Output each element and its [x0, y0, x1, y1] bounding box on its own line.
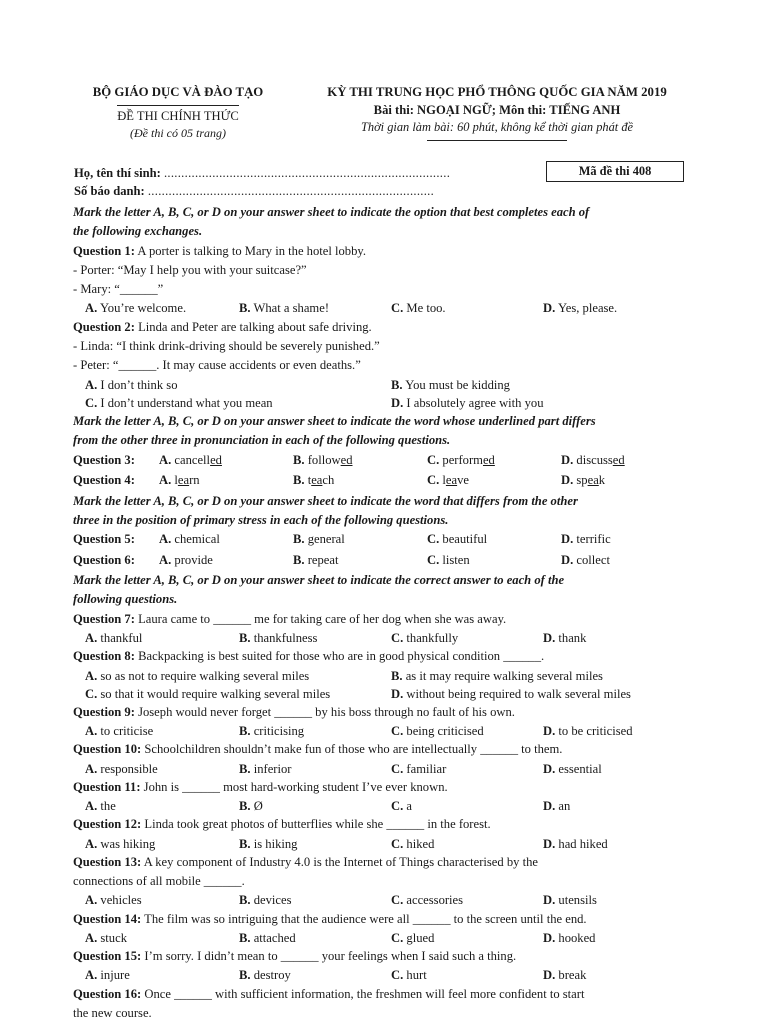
- option-c: C. hurt: [391, 968, 427, 983]
- question-10-options: [73, 763, 685, 781]
- exam-subject: Bài thi: NGOẠI NGỮ; Môn thi: TIẾNG ANH: [373, 102, 621, 117]
- option-b: B. thankfulness: [239, 631, 318, 646]
- option-c: C. leave: [427, 473, 469, 488]
- question-label: Question 8:: [73, 650, 135, 664]
- option-a: A. thankful: [85, 631, 143, 646]
- option-a: A. was hiking: [85, 836, 156, 851]
- option-b: B. destroy: [239, 968, 291, 983]
- question-1-options: [73, 302, 685, 320]
- question-5: [73, 533, 685, 554]
- question-16-line2: the new course.: [73, 1006, 152, 1020]
- question-label: Question 5:: [73, 532, 135, 547]
- option-d: D. terrific: [561, 532, 611, 547]
- option-d: D. I absolutely agree with you: [391, 395, 544, 410]
- instruction-correct-line1: Mark the letter A, B, C, or D on your answer sheet to indicate the correct answer to each of the: [73, 574, 565, 588]
- option-d: D. thank: [543, 631, 587, 646]
- option-b: B. as it may require walking several miles: [391, 668, 603, 683]
- question-9: [73, 706, 685, 725]
- option-c: C. I don’t understand what you mean: [85, 395, 273, 410]
- question-1-line2: - Porter: “May I help you with your suitcase?”: [73, 263, 307, 277]
- header-exam-block: [292, 86, 702, 141]
- question-15-options: [73, 969, 685, 987]
- questions-body: [73, 206, 685, 1026]
- question-16: [73, 988, 685, 1007]
- option-a: A. You’re welcome.: [85, 301, 187, 316]
- question-2-line2: - Linda: “I think drink-driving should be severely punished.”: [73, 339, 380, 353]
- option-c: C. Me too.: [391, 301, 446, 316]
- option-d: D. speak: [561, 473, 606, 488]
- question-stem: Linda took great photos of butterflies while she ______ in the forest.: [141, 818, 491, 832]
- option-c: C. thankfully: [391, 631, 459, 646]
- option-d: D. utensils: [543, 893, 597, 908]
- option-d: D. without being required to walk several miles: [391, 686, 631, 701]
- question-3: [73, 454, 685, 475]
- header-ministry-block: [76, 86, 280, 139]
- option-b: B. repeat: [293, 552, 339, 567]
- question-10: [73, 743, 685, 762]
- question-label: Question 6:: [73, 552, 135, 567]
- option-a: A. so as not to require walking several miles: [85, 668, 310, 683]
- question-11-options: [73, 800, 685, 818]
- candidate-number-dots: ...................................................................................: [147, 184, 435, 198]
- question-stem: Joseph would never forget ______ by his boss through no fault of his own.: [134, 705, 515, 719]
- option-a: A. vehicles: [85, 893, 142, 908]
- question-stem: A key component of Industry 4.0 is the Internet of Things characterised by the: [141, 855, 538, 869]
- exam-title: KỲ THI TRUNG HỌC PHỔ THÔNG QUỐC GIA NĂM 2019: [327, 85, 667, 99]
- question-8: [73, 650, 685, 669]
- instruction-stress-line2: three in the position of primary stress in each of the following questions.: [73, 513, 449, 527]
- option-b: B. Ø: [239, 799, 263, 814]
- question-stem: Schoolchildren shouldn’t make fun of those who are intellectually ______ to them.: [141, 743, 563, 757]
- option-c: C. so that it would require walking several miles: [85, 686, 331, 701]
- option-c: C. being criticised: [391, 724, 484, 739]
- question-label: Question 16:: [73, 987, 142, 1001]
- question-label: Question 2:: [73, 320, 135, 334]
- option-c: C. a: [391, 799, 412, 814]
- option-d: D. had hiked: [543, 836, 608, 851]
- question-12: [73, 818, 685, 837]
- option-c: C. accessories: [391, 893, 464, 908]
- header-divider: [427, 140, 567, 141]
- option-a: A. cancelled: [159, 452, 222, 467]
- option-c: C. hiked: [391, 836, 435, 851]
- option-a: A. to criticise: [85, 724, 154, 739]
- option-b: B. criticising: [239, 724, 305, 739]
- question-label: Question 10:: [73, 743, 142, 757]
- question-stem: The film was so intriguing that the audience were all ______ to the screen until the end.: [141, 912, 587, 926]
- candidate-number-label: Số báo danh:: [74, 184, 145, 198]
- question-14: [73, 913, 685, 932]
- instruction-exchanges-line2: the following exchanges.: [73, 225, 203, 239]
- question-13-line2: connections of all mobile ______.: [73, 875, 245, 889]
- question-13-options: [73, 894, 685, 912]
- question-7: [73, 613, 685, 632]
- page-count: (Đề thi có 05 trang): [130, 126, 226, 141]
- option-d: D. hooked: [543, 930, 596, 945]
- question-label: Question 12:: [73, 818, 142, 832]
- option-c: C. glued: [391, 930, 435, 945]
- option-a: A. provide: [159, 552, 213, 567]
- instruction-pronunciation-line1: Mark the letter A, B, C, or D on your answer sheet to indicate the word whose underlined part differs: [73, 414, 596, 428]
- question-stem: Once ______ with sufficient information, the freshmen will feel more confident to start: [141, 987, 585, 1001]
- option-b: B. inferior: [239, 761, 292, 776]
- exam-code-box: Mã đề thi 408: [546, 161, 684, 182]
- candidate-name-label: Họ, tên thí sinh:: [74, 166, 161, 180]
- question-label: Question 13:: [73, 855, 142, 869]
- option-d: D. essential: [543, 761, 602, 776]
- question-label: Question 3:: [73, 452, 135, 467]
- option-d: D. break: [543, 968, 587, 983]
- option-b: B. You must be kidding: [391, 377, 510, 392]
- question-label: Question 11:: [73, 780, 141, 794]
- question-6: [73, 554, 685, 575]
- instruction-exchanges-line1: Mark the letter A, B, C, or D on your answer sheet to indicate the option that best completes each of: [73, 206, 590, 219]
- instruction-correct-line2: following questions.: [73, 593, 178, 607]
- option-c: C. listen: [427, 552, 470, 567]
- option-a: A. stuck: [85, 930, 127, 945]
- question-stem: Laura came to ______ me for taking care of her dog when she was away.: [134, 612, 507, 626]
- option-b: B. devices: [239, 893, 292, 908]
- option-b: B. general: [293, 532, 345, 547]
- question-stem: Backpacking is best suited for those who are in good physical condition ______.: [134, 650, 545, 664]
- question-13: [73, 856, 685, 875]
- question-14-options: [73, 932, 685, 950]
- candidate-number-row: [74, 185, 434, 198]
- option-b: B. is hiking: [239, 836, 298, 851]
- question-label: Question 7:: [73, 612, 135, 626]
- question-12-options: [73, 838, 685, 856]
- ministry-name: BỘ GIÁO DỤC VÀ ĐÀO TẠO: [92, 85, 264, 99]
- question-stem: I’m sorry. I didn’t mean to ______ your feelings when I said such a thing.: [141, 950, 517, 964]
- question-8-options-cd: [73, 688, 685, 706]
- option-d: D. Yes, please.: [543, 301, 618, 316]
- candidate-name-row: [74, 167, 450, 180]
- question-stem: Linda and Peter are talking about safe driving.: [134, 320, 372, 334]
- question-1-line3: - Mary: “______”: [73, 283, 164, 297]
- question-stem: John is ______ most hard-working student I’ve ever known.: [140, 780, 448, 794]
- question-8-options-ab: [73, 670, 685, 688]
- question-label: Question 14:: [73, 912, 142, 926]
- option-c: C. performed: [427, 452, 495, 467]
- question-2-options-cd: [73, 397, 685, 415]
- question-2-options-ab: [73, 379, 685, 397]
- question-7-options: [73, 632, 685, 650]
- official-label: ĐỀ THI CHÍNH THỨC: [117, 105, 239, 123]
- option-a: A. the: [85, 799, 116, 814]
- question-11: [73, 781, 685, 800]
- option-d: D. discussed: [561, 452, 625, 467]
- option-b: B. teach: [293, 473, 335, 488]
- exam-time: Thời gian làm bài: 60 phút, không kể thời gian phát đề: [360, 120, 634, 135]
- option-b: B. What a shame!: [239, 301, 330, 316]
- instruction-stress-line1: Mark the letter A, B, C, or D on your answer sheet to indicate the word that differs from the other: [73, 494, 578, 508]
- question-1: [73, 245, 685, 264]
- question-label: Question 9:: [73, 705, 135, 719]
- option-a: A. I don’t think so: [85, 377, 178, 392]
- option-d: D. collect: [561, 552, 610, 567]
- option-a: A. responsible: [85, 761, 158, 776]
- option-d: D. to be criticised: [543, 724, 633, 739]
- option-a: A. learn: [159, 473, 200, 488]
- option-b: B. attached: [239, 930, 296, 945]
- question-9-options: [73, 725, 685, 743]
- option-b: B. followed: [293, 452, 353, 467]
- option-c: C. beautiful: [427, 532, 488, 547]
- question-label: Question 15:: [73, 950, 142, 964]
- option-c: C. familiar: [391, 761, 447, 776]
- option-a: A. chemical: [159, 532, 220, 547]
- instruction-pronunciation-line2: from the other three in pronunciation in each of the following questions.: [73, 434, 451, 448]
- question-15: [73, 950, 685, 969]
- question-stem: A porter is talking to Mary in the hotel lobby.: [134, 244, 367, 258]
- question-label: Question 4:: [73, 473, 135, 488]
- candidate-name-dots: ...................................................................................: [163, 166, 451, 180]
- question-4: [73, 474, 685, 495]
- option-d: D. an: [543, 799, 571, 814]
- question-label: Question 1:: [73, 244, 135, 258]
- question-2: [73, 321, 685, 340]
- option-a: A. injure: [85, 968, 130, 983]
- question-2-line3: - Peter: “______. It may cause accidents or even deaths.”: [73, 359, 361, 373]
